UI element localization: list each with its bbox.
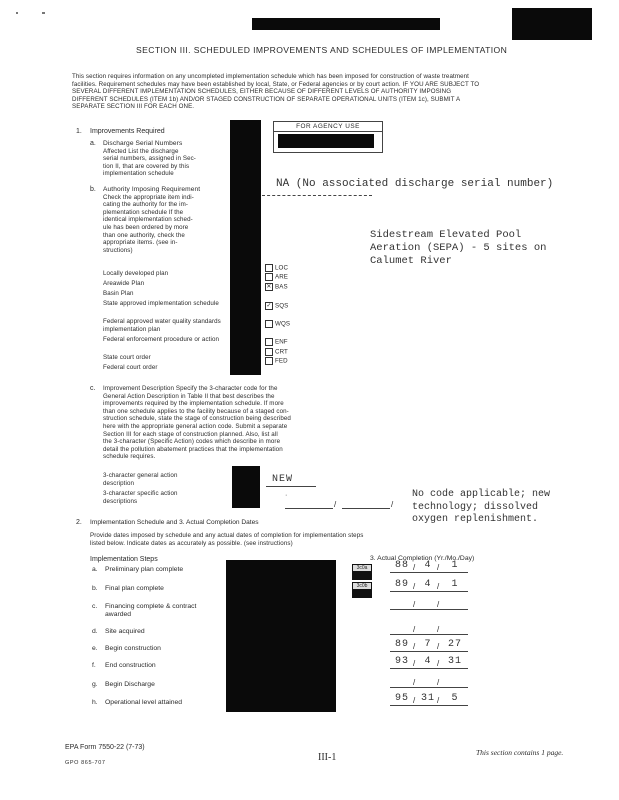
form-number: EPA Form 7550-22 (7-73)	[65, 744, 145, 751]
step-year[interactable]: 88	[394, 560, 409, 571]
gpo-number: GPO 865-707	[65, 760, 106, 766]
authority-option-bas[interactable]: Basin Plan ✕ BAS	[103, 283, 288, 297]
step-name: Begin Discharge	[105, 681, 155, 688]
redaction-action-codes	[232, 466, 260, 508]
agency-use-redaction	[278, 134, 374, 148]
steps-header: Implementation Steps	[90, 556, 158, 563]
authority-option-loc[interactable]: Locally developed plan LOC	[103, 264, 289, 277]
step-name: Begin construction	[105, 645, 161, 652]
section-title: SECTION III. SCHEDULED IMPROVEMENTS AND SCHEDULES OF IMPLEMENTATION	[136, 45, 508, 55]
step-letter: a.	[92, 566, 98, 573]
redaction-top-bar	[252, 18, 440, 30]
step-letter: g.	[92, 681, 98, 688]
redaction-schedule-column	[226, 560, 336, 712]
authority-option-sqs[interactable]: State approved implementation schedule ✓ SQS	[103, 300, 289, 310]
step-day[interactable]: 1	[451, 579, 459, 590]
item1c-label: c.	[90, 385, 96, 392]
step-month[interactable]: 7	[424, 639, 432, 650]
step-name: Preliminary plan complete	[105, 566, 184, 573]
discharge-serial-answer: NA (No associated discharge serial number)	[276, 178, 554, 190]
general-action-underline	[266, 486, 316, 487]
intro-text: This section requires information on any uncompleted implementation schedule which has been imposed for construction of waste treatment facilities. Requirement schedules may have been established by local, State, or Federal agencies or by court action. IF YOU ARE SUBJECT TO SEVERAL DIFFERENT IMPLEMENTATION SCHEDULES, EITHER BECAUSE OF DIFFERENT LEVELS OF AUTHORITY IMPOSING DIFFERENT SCHEDULES (ITEM 1b) AND/OR STAGED CONSTRUCTION OF SEPARATE OPERATIONAL UNITS (ITEM 1c), SUBMIT A SEPARATE SECTION III FOR EACH ONE.	[72, 73, 480, 111]
item1c-text: Improvement Description Specify the 3-character code for the General Action Description in Table II that best describes the improvements required by the implementation schedule. If more than one schedule applies to the facility because of a staged con- struction schedule, state the stage of construction being described here with the appropriate general action code. Submit a separate Section III for each stage of construction planned. Also, list all the 3-character (Specific Action) codes which describe in more detail the pollution abatement practices that the implementation schedule requires.	[103, 385, 291, 461]
step-name: Operational level attained	[105, 699, 183, 706]
date-underline	[390, 609, 468, 610]
item1-number: 1.	[76, 128, 82, 135]
scan-speck	[42, 12, 45, 14]
item2-title: Implementation Schedule and 3. Actual Completion Dates	[90, 519, 259, 526]
action-note: No code applicable; new technology; dissolved oxygen replenishment.	[412, 489, 551, 525]
step-day[interactable]: 1	[451, 560, 459, 571]
date-underline	[390, 651, 468, 652]
checkbox-wqs[interactable]	[265, 320, 273, 328]
date-underline	[390, 687, 468, 688]
agency-use-box	[273, 121, 383, 153]
serial-underline	[262, 195, 372, 196]
authority-answer: Sidestream Elevated Pool Aeration (SEPA) - 5 sites on Calumet River	[370, 229, 547, 267]
checkbox-fed[interactable]	[265, 357, 273, 365]
date-underline	[390, 634, 468, 635]
checkbox-bas[interactable]: ✕	[266, 284, 272, 290]
step-letter: f.	[92, 662, 96, 669]
pages-note: This section contains 1 page.	[476, 748, 564, 757]
code-box-a: 3c0a	[352, 564, 372, 580]
step-year[interactable]: 89	[394, 579, 409, 590]
date-underline	[390, 591, 468, 592]
authority-option-crt[interactable]: State court order CRT	[103, 348, 288, 361]
step-day[interactable]: 5	[451, 693, 459, 704]
checkbox-crt[interactable]	[265, 348, 273, 356]
date-underline	[390, 705, 468, 706]
step-month[interactable]: 4	[424, 656, 432, 667]
page-number: III-1	[318, 752, 337, 763]
date-underline	[390, 572, 468, 573]
step-month[interactable]: 4	[424, 560, 432, 571]
specific-action-label: 3-character specific action descriptions	[103, 490, 178, 505]
authority-option-wqs[interactable]: Federal approved water quality standards implementation plan WQS	[103, 318, 291, 333]
step-letter: e.	[92, 645, 98, 652]
item1a-text: Discharge Serial Numbers Affected List the discharge serial numbers, assigned in Sec- tion II, that are covered by this implementation schedule	[103, 140, 196, 178]
specific-action-line-2	[342, 508, 390, 509]
checkbox-loc[interactable]	[265, 264, 273, 272]
authority-option-fed[interactable]: Federal court order FED	[103, 357, 288, 371]
step-name: Financing complete & contract awarded	[105, 603, 197, 618]
step-year[interactable]: 89	[394, 639, 409, 650]
scan-speck	[16, 12, 18, 14]
item1b-text: Authority Imposing Requirement Check the appropriate item indi- cating the authority for the im- plementation schedule If the identical implementation sched- ule has been ordered by more than one authority, check the appropriate items. (see in- structions)	[103, 186, 201, 254]
step-name: End construction	[105, 662, 156, 669]
general-action-label: 3-character general action description	[103, 472, 178, 487]
step-letter: b.	[92, 585, 98, 592]
checkbox-enf[interactable]	[265, 338, 273, 346]
authority-option-are[interactable]: Areawide Plan ARE	[103, 273, 289, 287]
specific-action-line-1	[285, 508, 333, 509]
step-letter: h.	[92, 699, 98, 706]
step-day[interactable]: 27	[447, 639, 462, 650]
step-letter: d.	[92, 628, 98, 635]
code-box-b: 3c0b	[352, 582, 372, 598]
completion-header: 3. Actual Completion (Yr./Mo./Day)	[370, 555, 475, 562]
step-month[interactable]: 4	[424, 579, 432, 590]
step-year[interactable]: 93	[394, 656, 409, 667]
checkbox-are[interactable]	[265, 273, 273, 281]
step-name: Final plan complete	[105, 585, 164, 592]
item1-title: Improvements Required	[90, 128, 165, 135]
step-day[interactable]: 31	[447, 656, 462, 667]
agency-use-label: FOR AGENCY USE	[274, 122, 382, 132]
authority-option-enf[interactable]: Federal enforcement procedure or action ENF	[103, 336, 288, 346]
item1a-label: a.	[90, 140, 96, 147]
checkbox-sqs[interactable]: ✓	[266, 303, 272, 309]
item2-desc: Provide dates imposed by schedule and any actual dates of completion for implementation steps listed below. Indicate dates as accurately as possible. (see instructions)	[90, 532, 364, 547]
step-year[interactable]: 95	[394, 693, 409, 704]
item1b-label: b.	[90, 186, 96, 193]
date-underline	[390, 668, 468, 669]
redaction-top-right	[512, 8, 592, 40]
step-name: Site acquired	[105, 628, 145, 635]
step-month[interactable]: 31	[420, 693, 435, 704]
step-letter: c.	[92, 603, 98, 610]
general-action-value: NEW	[272, 474, 294, 485]
item2-number: 2.	[76, 519, 82, 526]
